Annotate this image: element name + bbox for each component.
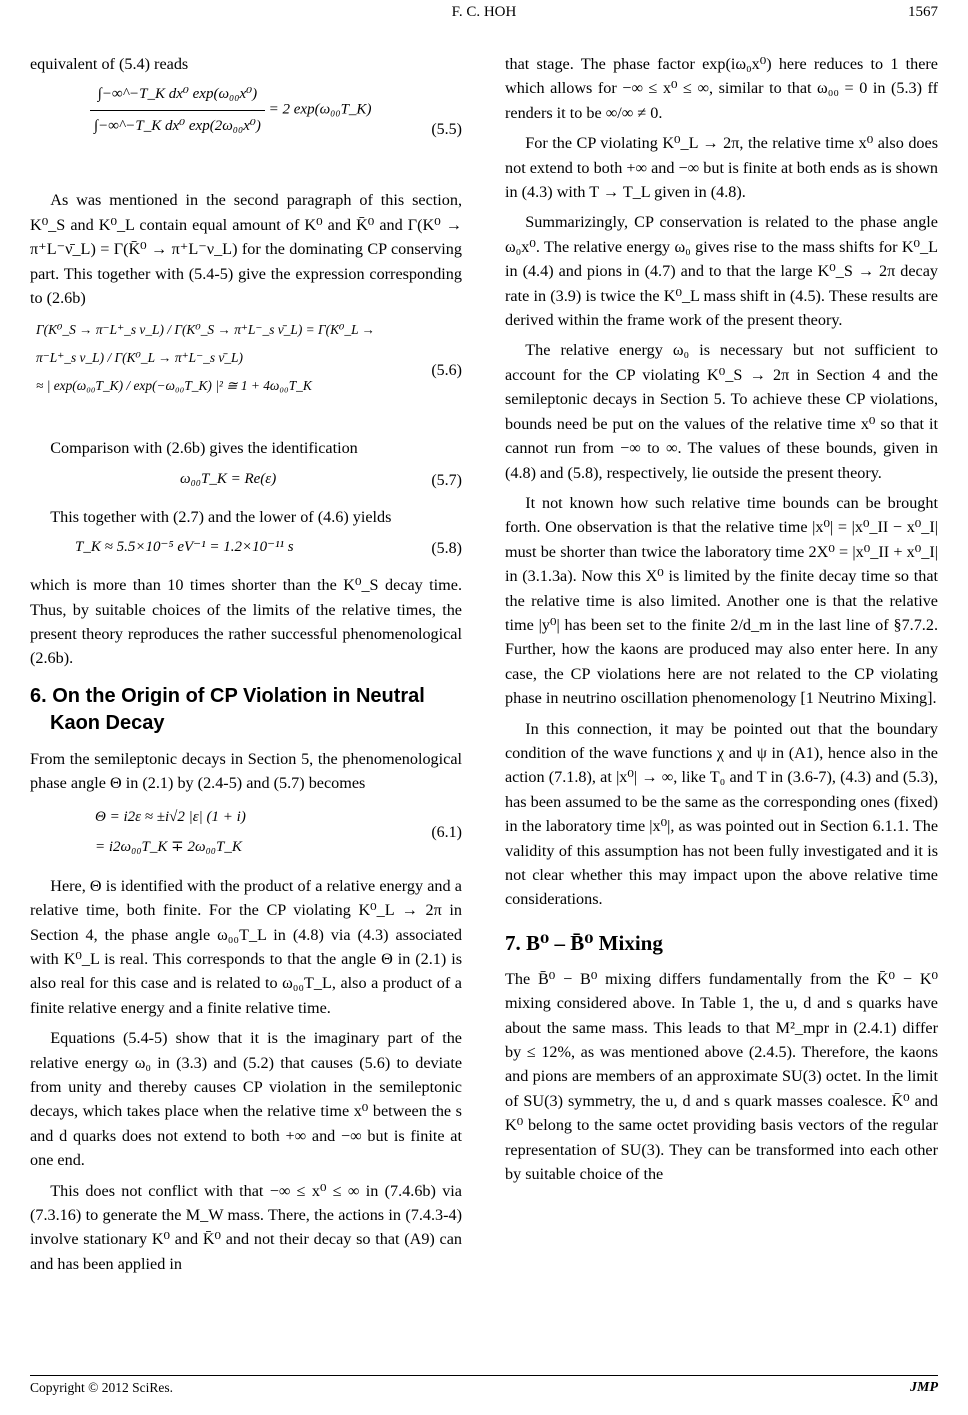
section-heading-line: 6. On the Origin of CP Violation in Neutral xyxy=(30,684,425,707)
equation-line: Γ(K⁰_S → π⁻L⁺_s ν_L) / Γ(K⁰_S → π⁺L⁻_s ν̄_L) = Γ(K⁰_L → π⁻L⁺_s ν_L) / Γ(K⁰_L → π⁺L⁻_s ν̄_L) xyxy=(36,322,376,366)
equation-line: = i2ω₀₀T_K ∓ 2ω₀₀T_K xyxy=(95,838,242,855)
equation-number: (5.6) xyxy=(431,362,462,380)
section-heading-line: Kaon Decay xyxy=(50,711,165,734)
equation-number: (5.7) xyxy=(431,471,462,489)
paragraph: Equations (5.4-5) show that it is the imaginary part of the relative energy ω₀ in (3.3) and (5.2) that causes (5.6) to deviate from unity and thereby causes CP violation in the semileptonic decays, which takes place when the relative time x⁰ between the s and d quarks does not extend to both +∞ and −∞ but is finite at one end. xyxy=(30,1029,462,1170)
paragraph: In this connection, it may be pointed out that the boundary condition of the wave functions χ and ψ in (A1), hence also in the action (7.1.8), at |x⁰| → ∞, like T₀ and T in (3.6-7), (4.3) and (5.3), has been assumed to be the same as the corresponding ones (fixed) in the laboratory time |x⁰|, as was pointed out in Section 6.1.1. The validity of this assumption has not been fully investigated and it is not clear whether this may impact upon the above relative time considerations. xyxy=(505,719,938,909)
paragraph: From the semileptonic decays in Section 5, the phenomenological phase angle Θ in (2.1) by (2.4-5) and (5.7) becomes xyxy=(30,749,462,793)
paragraph: For the CP violating K⁰_L → 2π, the relative time x⁰ also does not extend to both +∞ and −∞ but is finite at both ends as is shown in (4.3) with T → T_L given in (4.8). xyxy=(505,134,938,202)
equation-numerator: ∫−∞^−T_K dx⁰ exp(ω₀₀x⁰) xyxy=(90,82,265,110)
paragraph: Here, Θ is identified with the product of a relative energy and a relative time, both finite. For the CP violating K⁰_L → 2π in Section 4, the phase angle ω₀₀T_L in (4.8) via (4.3) associated with K⁰_L is real. This corresponds to that the angle Θ in (2.1) is also real for this case and is related to ω₀₀T_L, also a product of a finite relative energy and a finite relative time. xyxy=(30,876,462,1017)
equation-body: ω₀₀T_K = Re(ε) xyxy=(180,470,277,487)
paragraph: that stage. The phase factor exp(iω₀x⁰) here reduces to 1 there which allows for −∞ ≤ x⁰ ≤ ∞, similar to that ω₀₀ = 0 in (5.3) ff renders it to be ∞/∞ ≠ 0. xyxy=(505,55,938,122)
paragraph: It not known how such relative time bounds can be brought forth. One observation is that the relative time |x⁰| = |x⁰_II − x⁰_I| must be shorter than twice the laboratory time 2X⁰ = |x⁰_II + x⁰_I| in (3.1.3a). Now this X⁰ is limited by the finite decay time so that the relative time is also limited. Another one is that the relative time |y⁰| has been set to the finite 2/d_m in the last line of §7.7.2. Further, how the kaons are produced may also enter here. In any case, the CP violations here are not related to the CP violating phase in neutrino oscillation phenomenology [1 Neutrino Mixing]. xyxy=(505,493,938,708)
page-number: 1567 xyxy=(908,4,938,20)
right-column xyxy=(505,52,938,1192)
paragraph: The B̄⁰ − B⁰ mixing differs fundamentally from the K̄⁰ − K⁰ mixing considered above. In Table 1, the u, d and s quarks have about the same mass. This leads to that M²_mpr in (2.4.1) differ by ≤ 12%, as was mentioned above (2.4.5). Therefore, the kaons and pions are members of an approximate SU(3) octet. In the limit of SU(3) symmetry, the u, d and s quark masses coalesce. K̄⁰ and K⁰ belong to the same octet providing basis vectors of the regular representation of SU(3). They can be transformed into each other by suitable choice of the xyxy=(505,969,938,1184)
paragraph: Summarizingly, CP conservation is related to the phase angle ω₀x⁰. The relative energy ω₀ gives rise to the mass shifts for K⁰_L in (4.4) and pions in (4.7) and to that the large K⁰_S → 2π decay rate in (3.9) is twice the K⁰_L mass shift in (4.5). These results are derived within the frame work of the present theory. xyxy=(505,213,938,330)
equation-body: T_K ≈ 5.5×10⁻⁵ eV⁻¹ = 1.2×10⁻¹¹ s xyxy=(75,539,294,556)
paragraph: Comparison with (2.6b) gives the identification xyxy=(50,439,358,458)
section-heading-line: 7. B⁰ – B̄⁰ Mixing xyxy=(505,930,663,955)
section-heading xyxy=(30,683,462,737)
equation-5-5 xyxy=(30,82,462,178)
equation-number: (5.8) xyxy=(431,540,462,558)
journal-name: JMP xyxy=(910,1380,938,1395)
paragraph: The relative energy ω₀ is necessary but not sufficient to account for the CP violating K⁰_S → 2π in Section 4 and the semileptonic decays in Section 5. To achieve these CP violations, bounds need be put on the values of the relative time x⁰ so that it cannot run from −∞ to ∞. The values of these bounds, given in (4.8) and (5.8), respectively, lie outside the present theory. xyxy=(505,341,938,482)
equation-5-7 xyxy=(30,467,462,495)
paragraph: This together with (2.7) and the lower of (4.6) yields xyxy=(50,507,392,526)
paragraph: This does not conflict with that −∞ ≤ x⁰ ≤ ∞ in (7.4.6b) via (7.3.16) to generate the M_W mass. There, the actions in (7.4.3-4) involve stationary K⁰ and K̄⁰ and not their decay so that (A9) can and has been applied in xyxy=(30,1181,462,1273)
equation-number: (5.5) xyxy=(431,121,462,139)
footer-rule xyxy=(30,1375,938,1376)
paragraph: equivalent of (5.4) reads xyxy=(30,55,189,73)
paragraph: As was mentioned in the second paragraph of this section, K⁰_S and K⁰_L contain equal amount of K⁰ and K̄⁰ and Γ(K⁰ → π⁺L⁻ν̄_L) = Γ(K̄⁰ → π⁺L⁻ν_L) for the dominating CP conserving part. This together with (5.4-5) give the expression corresponding to (2.6b) xyxy=(30,191,462,308)
equation-5-8 xyxy=(30,535,462,563)
equation-denominator: ∫−∞^−T_K dx⁰ exp(2ω₀₀x⁰) xyxy=(94,117,261,134)
running-head: F. C. HOH xyxy=(451,4,517,20)
equation-5-6 xyxy=(30,316,462,426)
copyright: Copyright © 2012 SciRes. xyxy=(30,1380,174,1395)
equation-line: ≈ | exp(ω₀₀T_K) / exp(−ω₀₀T_K) |² ≅ 1 + 4ω₀₀T_K xyxy=(36,378,312,394)
equation-number: (6.1) xyxy=(431,823,462,841)
section-heading xyxy=(505,930,938,957)
paragraph: which is more than 10 times shorter than the K⁰_S decay time. Thus, by suitable choices of the limits of the relative times, the present theory reproduces the rather successful phenomenological (2.6b). xyxy=(30,576,462,668)
left-column xyxy=(30,52,462,1282)
equation-rhs: = 2 exp(ω₀₀T_K) xyxy=(268,101,372,118)
equation-line: Θ = i2ε ≈ ±i√2 |ε| (1 + i) xyxy=(95,808,246,825)
equation-6-1 xyxy=(30,802,462,864)
